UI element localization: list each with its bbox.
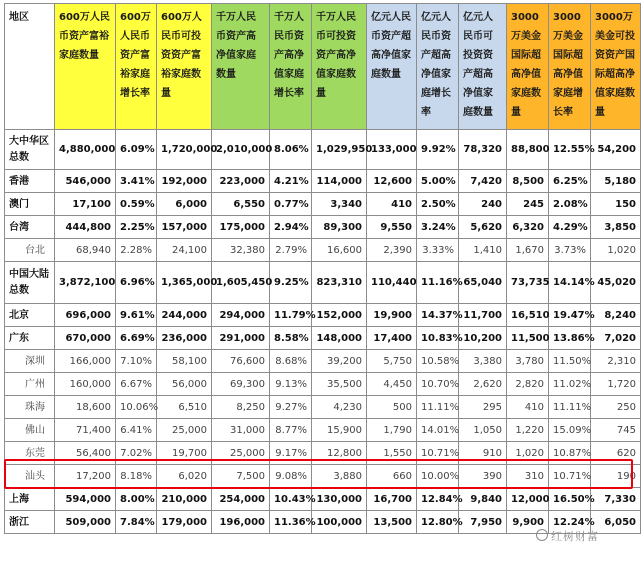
- header-col: 3000万美金国际超高净值家庭数量: [507, 4, 549, 130]
- region-cell: 汕头: [5, 465, 55, 488]
- value-cell: 3.33%: [417, 239, 459, 262]
- header-col: 千万人民币资产高净值家庭增长率: [270, 4, 312, 130]
- value-cell: 1,029,950: [312, 130, 367, 170]
- value-cell: 12.24%: [549, 511, 591, 534]
- region-cell: 澳门: [5, 193, 55, 216]
- value-cell: 7.02%: [116, 442, 157, 465]
- value-cell: 9.17%: [270, 442, 312, 465]
- value-cell: 89,300: [312, 216, 367, 239]
- value-cell: 1,605,450: [212, 262, 270, 304]
- region-cell: 台北: [5, 239, 55, 262]
- value-cell: 8,500: [507, 170, 549, 193]
- value-cell: 10.83%: [417, 327, 459, 350]
- value-cell: 5,750: [367, 350, 417, 373]
- value-cell: 10.06%: [116, 396, 157, 419]
- value-cell: 1,790: [367, 419, 417, 442]
- value-cell: 12,600: [367, 170, 417, 193]
- value-cell: 546,000: [55, 170, 116, 193]
- value-cell: 25,000: [157, 419, 212, 442]
- value-cell: 65,040: [459, 262, 507, 304]
- header-col: 亿元人民币资产超高净值家庭数量: [367, 4, 417, 130]
- value-cell: 696,000: [55, 304, 116, 327]
- value-cell: 390: [459, 465, 507, 488]
- value-cell: 250: [591, 396, 641, 419]
- value-cell: 6.09%: [116, 130, 157, 170]
- value-cell: 1,670: [507, 239, 549, 262]
- value-cell: 1,050: [459, 419, 507, 442]
- value-cell: 18,600: [55, 396, 116, 419]
- value-cell: 6,000: [157, 193, 212, 216]
- value-cell: 10.87%: [549, 442, 591, 465]
- value-cell: 4,230: [312, 396, 367, 419]
- value-cell: 88,800: [507, 130, 549, 170]
- region-cell: 广东: [5, 327, 55, 350]
- value-cell: 0.77%: [270, 193, 312, 216]
- value-cell: 1,365,000: [157, 262, 212, 304]
- value-cell: 17,400: [367, 327, 417, 350]
- value-cell: 6,020: [157, 465, 212, 488]
- header-col: 亿元人民币可投资资产超高净值家庭数量: [459, 4, 507, 130]
- value-cell: 12.55%: [549, 130, 591, 170]
- value-cell: 4,450: [367, 373, 417, 396]
- value-cell: 5,620: [459, 216, 507, 239]
- value-cell: 19,900: [367, 304, 417, 327]
- value-cell: 14.14%: [549, 262, 591, 304]
- value-cell: 4.29%: [549, 216, 591, 239]
- value-cell: 295: [459, 396, 507, 419]
- value-cell: 148,000: [312, 327, 367, 350]
- value-cell: 78,320: [459, 130, 507, 170]
- value-cell: 54,200: [591, 130, 641, 170]
- region-cell: 东莞: [5, 442, 55, 465]
- table-row: [5, 193, 641, 216]
- value-cell: 310: [507, 465, 549, 488]
- value-cell: 6.96%: [116, 262, 157, 304]
- value-cell: 160,000: [55, 373, 116, 396]
- value-cell: 7.10%: [116, 350, 157, 373]
- value-cell: 14.01%: [417, 419, 459, 442]
- value-cell: 9.92%: [417, 130, 459, 170]
- table-row: [5, 262, 641, 304]
- value-cell: 3.24%: [417, 216, 459, 239]
- value-cell: 8.77%: [270, 419, 312, 442]
- value-cell: 745: [591, 419, 641, 442]
- value-cell: 6.41%: [116, 419, 157, 442]
- header-col: 3000万美金国际超高净值家庭增长率: [549, 4, 591, 130]
- value-cell: 45,020: [591, 262, 641, 304]
- value-cell: 3,872,100: [55, 262, 116, 304]
- value-cell: 594,000: [55, 488, 116, 511]
- region-cell: 北京: [5, 304, 55, 327]
- value-cell: 3,780: [507, 350, 549, 373]
- value-cell: 196,000: [212, 511, 270, 534]
- value-cell: 2.94%: [270, 216, 312, 239]
- value-cell: 210,000: [157, 488, 212, 511]
- value-cell: 10.71%: [417, 442, 459, 465]
- header-col: 600万人民币资产富裕家庭增长率: [116, 4, 157, 130]
- header-col: 千万人民币可投资资产高净值家庭数量: [312, 4, 367, 130]
- value-cell: 15,900: [312, 419, 367, 442]
- value-cell: 11.11%: [417, 396, 459, 419]
- value-cell: 7,330: [591, 488, 641, 511]
- value-cell: 12,000: [507, 488, 549, 511]
- value-cell: 6,320: [507, 216, 549, 239]
- value-cell: 16.50%: [549, 488, 591, 511]
- watermark: [536, 528, 599, 544]
- region-cell: 中国大陆总数: [5, 262, 55, 304]
- value-cell: 410: [507, 396, 549, 419]
- value-cell: 31,000: [212, 419, 270, 442]
- value-cell: 254,000: [212, 488, 270, 511]
- value-cell: 2,620: [459, 373, 507, 396]
- value-cell: 19.47%: [549, 304, 591, 327]
- table-row: [5, 170, 641, 193]
- value-cell: 2.25%: [116, 216, 157, 239]
- value-cell: 10.43%: [270, 488, 312, 511]
- value-cell: 17,200: [55, 465, 116, 488]
- value-cell: 10.70%: [417, 373, 459, 396]
- table-row: [5, 488, 641, 511]
- highlight-box: [4, 459, 633, 489]
- value-cell: 910: [459, 442, 507, 465]
- value-cell: 5,180: [591, 170, 641, 193]
- value-cell: 15.09%: [549, 419, 591, 442]
- value-cell: 12,800: [312, 442, 367, 465]
- value-cell: 240: [459, 193, 507, 216]
- value-cell: 5.00%: [417, 170, 459, 193]
- value-cell: 157,000: [157, 216, 212, 239]
- value-cell: 3.73%: [549, 239, 591, 262]
- value-cell: 9.13%: [270, 373, 312, 396]
- value-cell: 190: [591, 465, 641, 488]
- value-cell: 133,000: [367, 130, 417, 170]
- value-cell: 7,500: [212, 465, 270, 488]
- value-cell: 76,600: [212, 350, 270, 373]
- value-cell: 6.67%: [116, 373, 157, 396]
- value-cell: 2,310: [591, 350, 641, 373]
- value-cell: 11.16%: [417, 262, 459, 304]
- table-row: [5, 350, 641, 373]
- value-cell: 10.71%: [549, 465, 591, 488]
- value-cell: 8,250: [212, 396, 270, 419]
- table-row: [5, 373, 641, 396]
- region-cell: 珠海: [5, 396, 55, 419]
- value-cell: 11.11%: [549, 396, 591, 419]
- table-row: [5, 396, 641, 419]
- value-cell: 19,700: [157, 442, 212, 465]
- value-cell: 291,000: [212, 327, 270, 350]
- header-col: 亿元人民币资产超高净值家庭增长率: [417, 4, 459, 130]
- value-cell: 13,500: [367, 511, 417, 534]
- watermark-text: 红树财富: [551, 530, 599, 543]
- table-row: [5, 327, 641, 350]
- value-cell: 32,380: [212, 239, 270, 262]
- value-cell: 294,000: [212, 304, 270, 327]
- value-cell: 410: [367, 193, 417, 216]
- value-cell: 11.36%: [270, 511, 312, 534]
- value-cell: 8.18%: [116, 465, 157, 488]
- value-cell: 16,600: [312, 239, 367, 262]
- value-cell: 9,900: [507, 511, 549, 534]
- value-cell: 6,550: [212, 193, 270, 216]
- value-cell: 100,000: [312, 511, 367, 534]
- value-cell: 823,310: [312, 262, 367, 304]
- value-cell: 179,000: [157, 511, 212, 534]
- value-cell: 11.50%: [549, 350, 591, 373]
- value-cell: 24,100: [157, 239, 212, 262]
- value-cell: 9,550: [367, 216, 417, 239]
- value-cell: 73,735: [507, 262, 549, 304]
- value-cell: 660: [367, 465, 417, 488]
- header-col: 千万人民币资产高净值家庭数量: [212, 4, 270, 130]
- value-cell: 16,510: [507, 304, 549, 327]
- value-cell: 11.79%: [270, 304, 312, 327]
- value-cell: 444,800: [55, 216, 116, 239]
- value-cell: 223,000: [212, 170, 270, 193]
- header-col: 3000万美金可投资资产国际超高净值家庭数量: [591, 4, 641, 130]
- value-cell: 245: [507, 193, 549, 216]
- value-cell: 236,000: [157, 327, 212, 350]
- region-cell: 佛山: [5, 419, 55, 442]
- value-cell: 152,000: [312, 304, 367, 327]
- value-cell: 2.50%: [417, 193, 459, 216]
- value-cell: 6.69%: [116, 327, 157, 350]
- value-cell: 1,720: [591, 373, 641, 396]
- value-cell: 3,340: [312, 193, 367, 216]
- value-cell: 1,720,000: [157, 130, 212, 170]
- value-cell: 13.86%: [549, 327, 591, 350]
- region-cell: 台湾: [5, 216, 55, 239]
- table-row: [5, 419, 641, 442]
- value-cell: 6.25%: [549, 170, 591, 193]
- value-cell: 71,400: [55, 419, 116, 442]
- region-cell: 上海: [5, 488, 55, 511]
- value-cell: 68,940: [55, 239, 116, 262]
- value-cell: 11,700: [459, 304, 507, 327]
- region-cell: 香港: [5, 170, 55, 193]
- value-cell: 6,510: [157, 396, 212, 419]
- header-row: [5, 4, 641, 130]
- value-cell: 1,020: [591, 239, 641, 262]
- value-cell: 110,440: [367, 262, 417, 304]
- value-cell: 8.68%: [270, 350, 312, 373]
- value-cell: 2,390: [367, 239, 417, 262]
- value-cell: 56,400: [55, 442, 116, 465]
- value-cell: 9.25%: [270, 262, 312, 304]
- value-cell: 1,020: [507, 442, 549, 465]
- value-cell: 2.08%: [549, 193, 591, 216]
- value-cell: 7.84%: [116, 511, 157, 534]
- value-cell: 10.58%: [417, 350, 459, 373]
- value-cell: 14.37%: [417, 304, 459, 327]
- value-cell: 114,000: [312, 170, 367, 193]
- value-cell: 39,200: [312, 350, 367, 373]
- value-cell: 9.08%: [270, 465, 312, 488]
- value-cell: 509,000: [55, 511, 116, 534]
- value-cell: 9,840: [459, 488, 507, 511]
- value-cell: 0.59%: [116, 193, 157, 216]
- value-cell: 8,240: [591, 304, 641, 327]
- value-cell: 9.61%: [116, 304, 157, 327]
- region-cell: 大中华区总数: [5, 130, 55, 170]
- table-row: [5, 216, 641, 239]
- value-cell: 1,550: [367, 442, 417, 465]
- value-cell: 3,850: [591, 216, 641, 239]
- value-cell: 1,410: [459, 239, 507, 262]
- value-cell: 500: [367, 396, 417, 419]
- value-cell: 2.28%: [116, 239, 157, 262]
- value-cell: 9.27%: [270, 396, 312, 419]
- value-cell: 7,020: [591, 327, 641, 350]
- value-cell: 16,700: [367, 488, 417, 511]
- region-cell: 浙江: [5, 511, 55, 534]
- wealth-table: [4, 3, 641, 534]
- value-cell: 175,000: [212, 216, 270, 239]
- region-cell: 广州: [5, 373, 55, 396]
- value-cell: 2,010,000: [212, 130, 270, 170]
- value-cell: 1,220: [507, 419, 549, 442]
- header-col: 600万人民币可投资资产富裕家庭数量: [157, 4, 212, 130]
- value-cell: 56,000: [157, 373, 212, 396]
- value-cell: 10.00%: [417, 465, 459, 488]
- value-cell: 2.79%: [270, 239, 312, 262]
- watermark-logo-icon: [536, 529, 548, 541]
- value-cell: 10,200: [459, 327, 507, 350]
- table-row: [5, 130, 641, 170]
- table-row: [5, 239, 641, 262]
- value-cell: 69,300: [212, 373, 270, 396]
- value-cell: 3,880: [312, 465, 367, 488]
- value-cell: 7,950: [459, 511, 507, 534]
- header-col: 600万人民币资产富裕家庭数量: [55, 4, 116, 130]
- region-cell: 深圳: [5, 350, 55, 373]
- value-cell: 3,380: [459, 350, 507, 373]
- value-cell: 7,420: [459, 170, 507, 193]
- value-cell: 8.00%: [116, 488, 157, 511]
- value-cell: 58,100: [157, 350, 212, 373]
- value-cell: 8.58%: [270, 327, 312, 350]
- value-cell: 35,500: [312, 373, 367, 396]
- value-cell: 130,000: [312, 488, 367, 511]
- value-cell: 8.06%: [270, 130, 312, 170]
- value-cell: 4,880,000: [55, 130, 116, 170]
- value-cell: 25,000: [212, 442, 270, 465]
- value-cell: 12.80%: [417, 511, 459, 534]
- value-cell: 4.21%: [270, 170, 312, 193]
- value-cell: 2,820: [507, 373, 549, 396]
- value-cell: 192,000: [157, 170, 212, 193]
- header-region: 地区: [5, 4, 55, 130]
- value-cell: 11.02%: [549, 373, 591, 396]
- value-cell: 150: [591, 193, 641, 216]
- table-row: [5, 304, 641, 327]
- value-cell: 244,000: [157, 304, 212, 327]
- value-cell: 12.84%: [417, 488, 459, 511]
- value-cell: 6,050: [591, 511, 641, 534]
- value-cell: 166,000: [55, 350, 116, 373]
- value-cell: 3.41%: [116, 170, 157, 193]
- value-cell: 670,000: [55, 327, 116, 350]
- value-cell: 620: [591, 442, 641, 465]
- value-cell: 17,100: [55, 193, 116, 216]
- value-cell: 11,500: [507, 327, 549, 350]
